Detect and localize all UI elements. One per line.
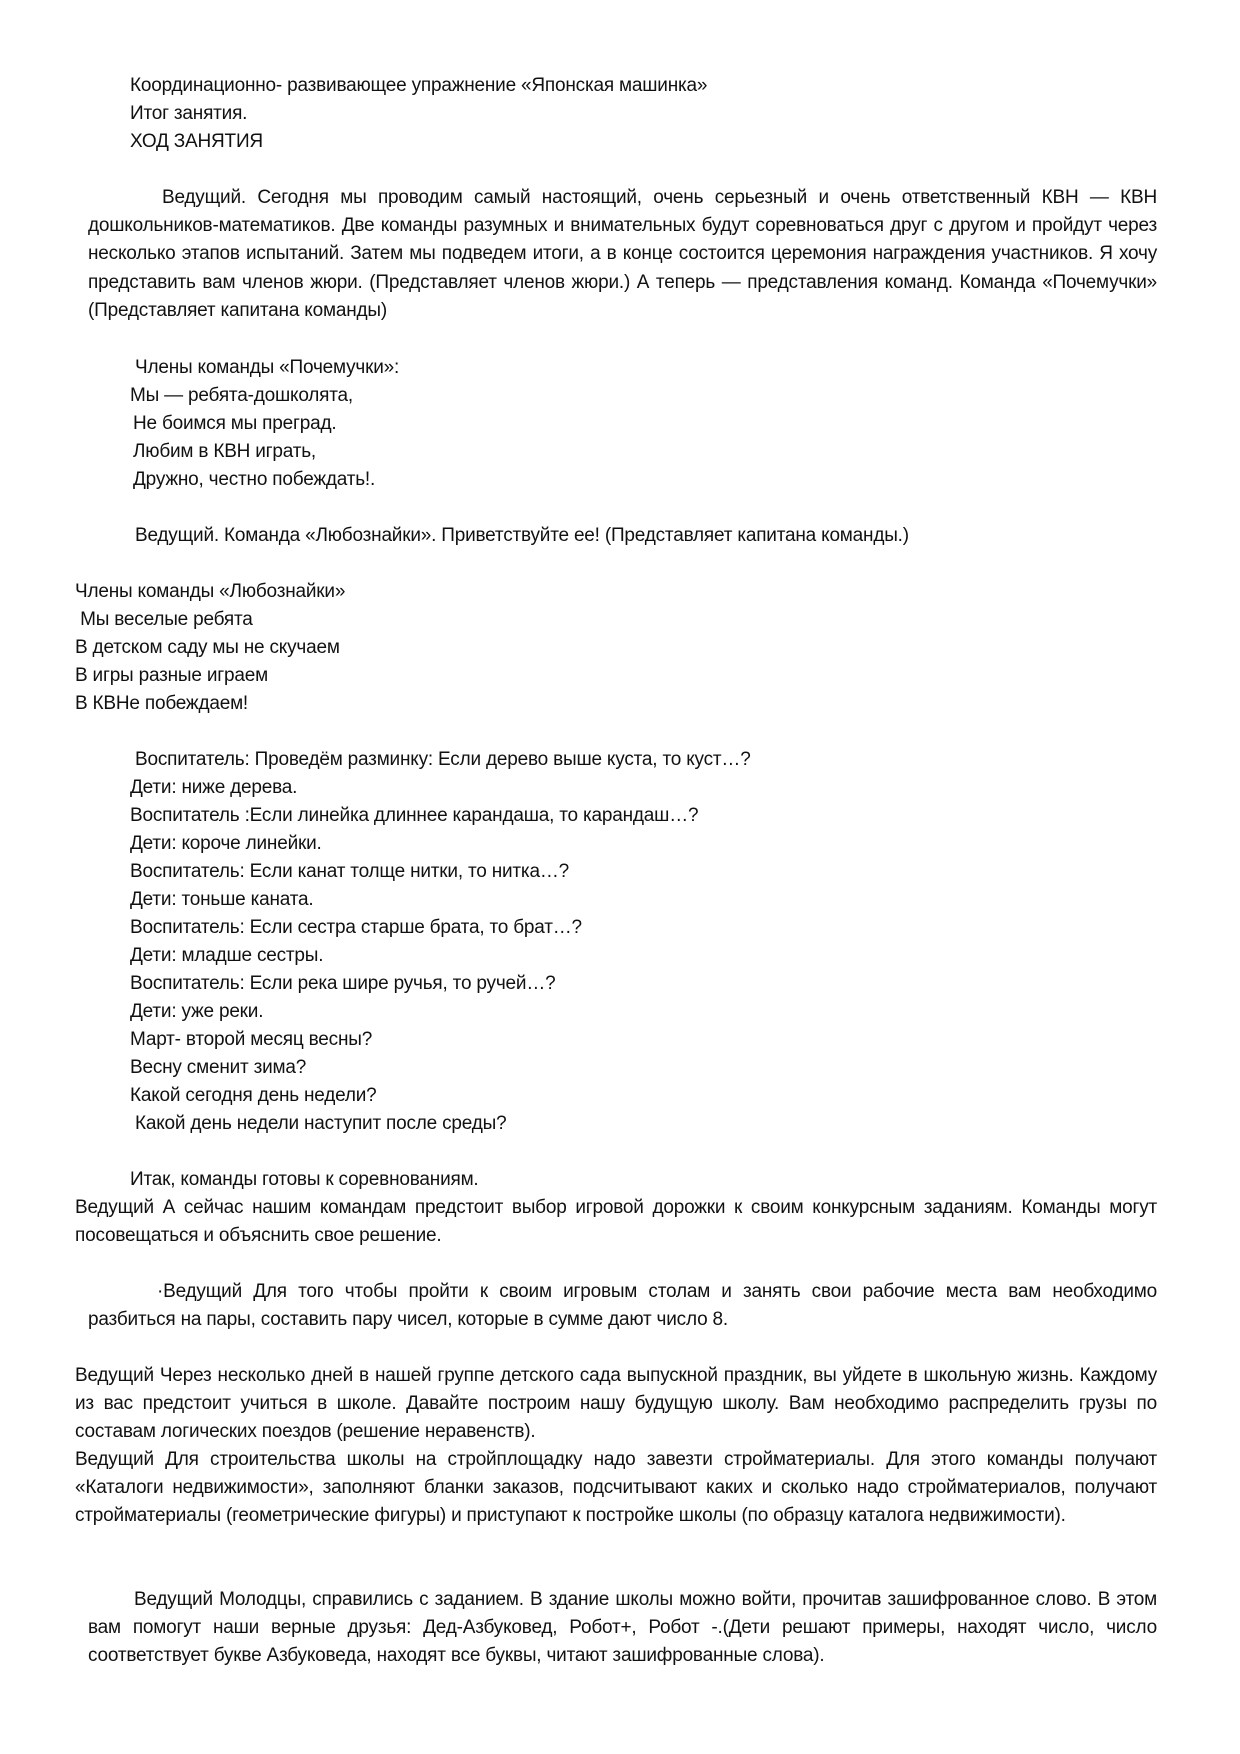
exercise-line: Координационно- развивающее упражнение «Японская машинка» (130, 75, 708, 96)
warmup-line: Дети: ниже дерева. (130, 777, 298, 798)
pairs-paragraph: ·Ведущий Для того чтобы пройти к своим игровым столам и занять свои рабочие места вам необходимо разбиться на пары, составить пару чисел, которые в сумме дают число 8. (88, 1281, 1157, 1331)
ready-line: Итак, команды готовы к соревнованиям. (130, 1169, 479, 1190)
track-choice-paragraph: Ведущий А сейчас нашим командам предстоит выбор игровой дорожки к своим конкурсным заданиям. Команды могут посовещаться и объяснить свое решение. (75, 1197, 1157, 1247)
warmup-line: Дети: тоньше каната. (130, 889, 314, 910)
team1-title: Члены команды «Почемучки»: (135, 357, 400, 378)
team1-verse-line: Дружно, честно побеждать!. (133, 469, 376, 490)
team2-verse-line: Мы веселые ребята (75, 609, 253, 630)
team1-verse-line: Любим в КВН играть, (133, 441, 317, 462)
team1-verse-line: Мы — ребята-дошколята, (130, 385, 353, 406)
warmup-line: Весну сменит зима? (130, 1057, 307, 1078)
summary-line: Итог занятия. (130, 103, 248, 124)
team2-verse-line: В КВНе побеждаем! (75, 693, 249, 714)
intro-paragraph: Ведущий. Сегодня мы проводим самый настоящий, очень серьезный и очень ответственный КВН — КВН дошкольников-математиков. Две команды разумных и внимательных будут соревноваться друг с другом и пройдут через несколько этапов испытаний. Затем мы подведем итоги, а в конце состоится церемония награждения участников. Я хочу представить вам членов жюри. (Представляет членов жюри.) А теперь — представления команд. Команда «Почемучки» (Представляет капитана команды) (88, 187, 1157, 321)
warmup-line: Воспитатель :Если линейка длиннее карандаша, то карандаш…? (130, 805, 699, 826)
warmup-line: Март- второй месяц весны? (130, 1029, 373, 1050)
team1-verse-line: Не боимся мы преград. (133, 413, 337, 434)
team2-intro: Ведущий. Команда «Любознайки». Приветствуйте ее! (Представляет капитана команды.) (135, 525, 909, 546)
warmup-line: Воспитатель: Если сестра старше брата, то брат…? (130, 917, 582, 938)
warmup-line: Дети: уже реки. (130, 1001, 264, 1022)
team2-title: Члены команды «Любознайки» (75, 581, 346, 602)
warmup-line: Воспитатель: Если река шире ручья, то ручей…? (130, 973, 556, 994)
section-heading: ХОД ЗАНЯТИЯ (130, 131, 263, 152)
materials-paragraph: Ведущий Для строительства школы на стройплощадку надо завезти стройматериалы. Для этого команды получают «Каталоги недвижимости», заполняют бланки заказов, подсчитывают каких и сколько надо стройматериалов, получают стройматериалы (геометрические фигуры) и приступают к постройке школы (по образцу каталога недвижимости). (75, 1449, 1157, 1527)
warmup-line: Какой день недели наступит после среды? (135, 1113, 507, 1134)
warmup-line: Дети: младше сестры. (130, 945, 324, 966)
team2-verse-line: В детском саду мы не скучаем (75, 637, 340, 658)
team2-verse-line: В игры разные играем (75, 665, 268, 686)
warmup-line: Какой сегодня день недели? (130, 1085, 377, 1106)
warmup-line: Воспитатель: Проведём разминку: Если дерево выше куста, то куст…? (135, 749, 751, 770)
warmup-line: Воспитатель: Если канат толще нитки, то нитка…? (130, 861, 569, 882)
school-paragraph: Ведущий Через несколько дней в нашей группе детского сада выпускной праздник, вы уйдете в школьную жизнь. Каждому из вас предстоит учиться в школе. Давайте построим нашу будущую школу. Вам необходимо распределить грузы по составам логических поездов (решение неравенств). (75, 1365, 1157, 1443)
finale-paragraph: Ведущий Молодцы, справились с заданием. В здание школы можно войти, прочитав зашифрованное слово. В этом вам помогут наши верные друзья: Дед-Азбуковед, Робот+, Робот -.(Дети решают примеры, находят число, число соответствует букве Азбуковеда, находят все буквы, читают зашифрованные слова). (88, 1589, 1157, 1667)
warmup-line: Дети: короче линейки. (130, 833, 322, 854)
